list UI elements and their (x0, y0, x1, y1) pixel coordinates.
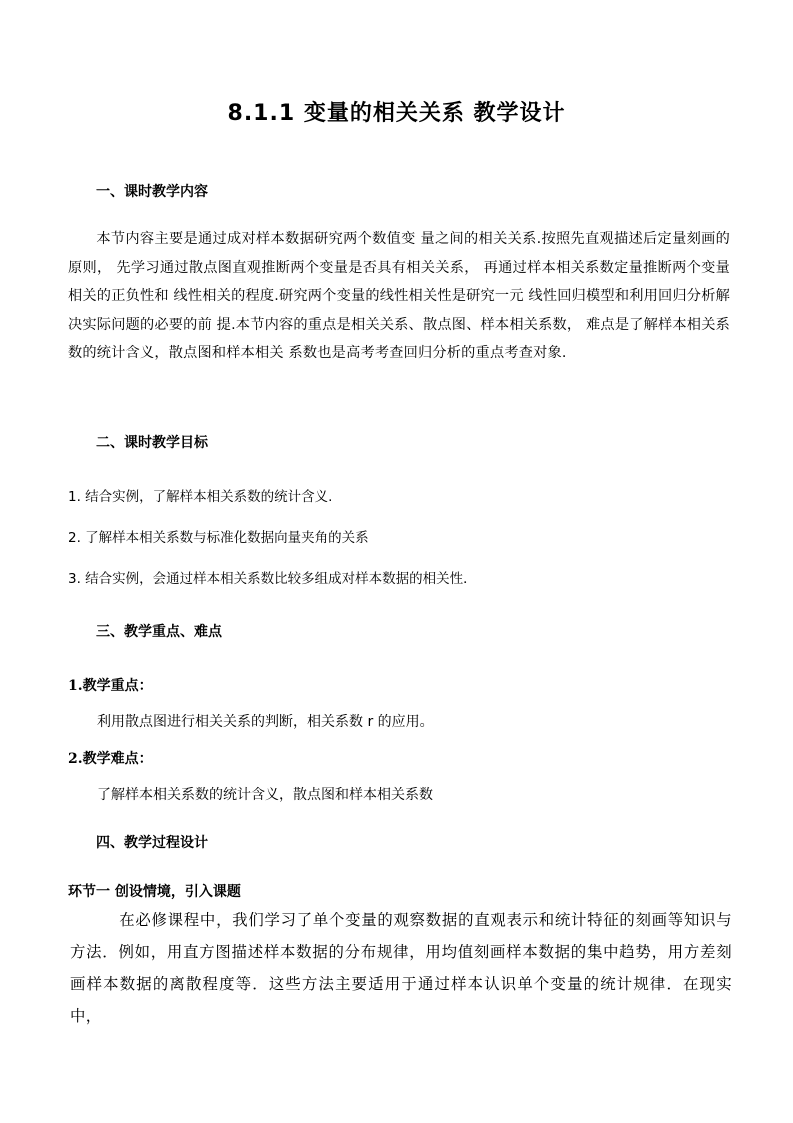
section-heading-content: 一、课时教学内容 (96, 184, 208, 200)
section-heading-process: 四、教学过程设计 (96, 835, 208, 851)
section-heading-key-points: 三、教学重点、难点 (96, 624, 222, 640)
page-title: 8.1.1 变量的相关关系 教学设计 (227, 101, 566, 126)
key-points-label: 1.教学重点： (68, 678, 153, 694)
step1-label: 环节一 创设情境，引入课题 (68, 884, 241, 900)
content-paragraph: 本节内容主要是通过成对样本数据研究两个数值变 量之间的相关关系.按照先直观描述后定量刻画的原则， 先学习通过散点图直观推断两个变量是否具有相关关系， 再通过样本相关系数定量推断两个变量相关的正负性和 线性相关的程度.研究两个变量的线性相关性是研究一元 线性回归模型和利用回归分析解决实际问题的必要的前 提.本节内容的重点是相关关系、散点图、样本相关系数， 难点是了解样本相关系数的统计含义，散点图和样本相关 系数也是高考考查回归分析的重点考查对象. (68, 231, 730, 362)
difficult-points-label: 2.教学难点： (68, 751, 153, 767)
difficult-points-text: 了解样本相关系数的统计含义，散点图和样本相关系数 (97, 787, 433, 803)
objective-item-1: 1. 结合实例，了解样本相关系数的统计含义. (68, 489, 333, 505)
section-heading-objectives: 二、课时教学目标 (96, 435, 208, 451)
step1-paragraph: 在必修课程中，我们学习了单个变量的观察数据的直观表示和统计特征的刻画等知识与方法．例如，用直方图描述样本数据的分布规律，用均值刻画样本数据的集中趋势，用方差刻画样本数据的离散程度等．这些方法主要适用于通过样本认识单个变量的统计规律．在现实中， (70, 911, 732, 1025)
objective-item-2: 2. 了解样本相关系数与标准化数据向量夹角的关系 (68, 530, 369, 546)
objective-item-3: 3. 结合实例，会通过样本相关系数比较多组成对样本数据的相关性． (68, 571, 477, 587)
key-points-text: 利用散点图进行相关关系的判断，相关系数 r 的应用。 (97, 714, 434, 730)
